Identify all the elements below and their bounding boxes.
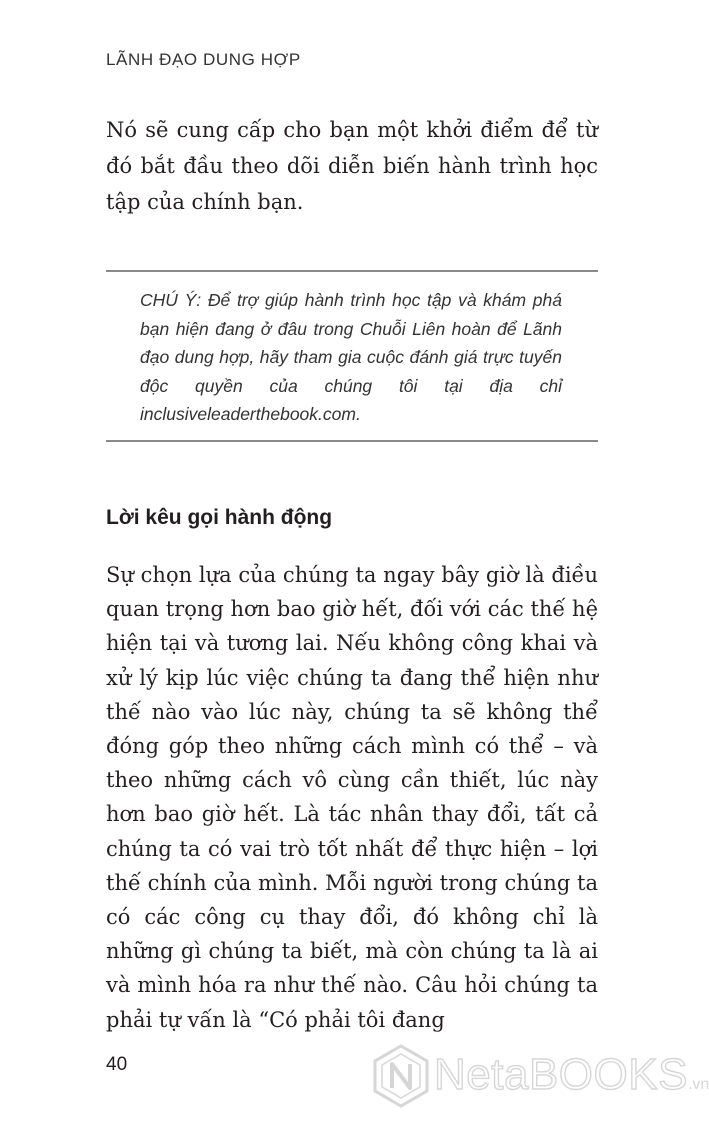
intro-paragraph: Nó sẽ cung cấp cho bạn một khởi điểm để từ đó bắt đầu theo dõi diễn biến hành trình học tập của chính bạn. xyxy=(106,118,598,214)
note-text: CHÚ Ý: Để trợ giúp hành trình học tập và khám phá bạn hiện đang ở đâu trong Chuỗi Liên hoàn để Lãnh đạo dung hợp, hãy tham gia cuộc đánh giá trực tuyến độc quyền của chúng tôi tại địa chỉ inclusiveleaderthebook.com. xyxy=(140,290,562,424)
page-number: 40 xyxy=(106,1054,128,1075)
watermark-brand: NetaBOOKS xyxy=(434,1050,688,1099)
note-box xyxy=(106,270,598,442)
section-heading: Lời kêu gọi hành động xyxy=(106,506,333,529)
watermark-text xyxy=(434,1050,709,1100)
watermark xyxy=(372,1042,709,1112)
watermark-suffix: .vn xyxy=(687,1076,709,1093)
section-body-paragraph: Sự chọn lựa của chúng ta ngay bây giờ là điều quan trọng hơn bao giờ hết, đối với các thế hệ hiện tại và tương lai. Nếu không công khai và xử lý kịp lúc việc chúng ta đang thể hiện như thế nào vào lúc này, chúng ta sẽ không thể đóng góp theo những cách mình có thể – và theo những cách vô cùng cần thiết, lúc này hơn bao giờ hết. Là tác nhân thay đổi, tất cả chúng ta có vai trò tốt nhất để thực hiện – lợi thế chính của mình. Mỗi người trong chúng ta có các công cụ thay đổi, đó không chỉ là những gì chúng ta biết, mà còn chúng ta là ai và mình hóa ra như thế nào. Câu hỏi chúng ta phải tự vấn là “Có phải tôi đang xyxy=(106,563,598,1032)
running-header: LÃNH ĐẠO DUNG HỢP xyxy=(106,50,301,69)
netabooks-logo-icon xyxy=(372,1044,430,1108)
